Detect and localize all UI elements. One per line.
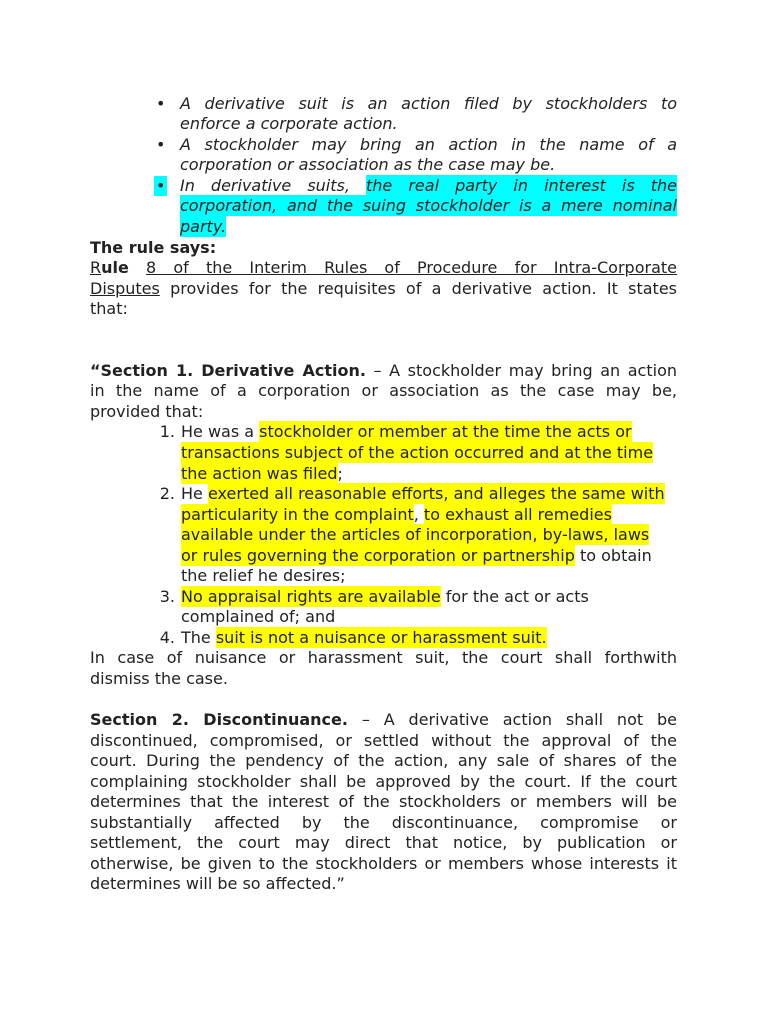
bold-text: ule [101, 258, 129, 278]
section-2-paragraph [90, 710, 677, 895]
text-line [90, 874, 677, 895]
text-line [180, 155, 677, 176]
yellow-highlighted-text: suit is not a nuisance or harassment suit. [215, 627, 547, 647]
text-run: – A derivative action shall not be [347, 710, 678, 730]
text-line [90, 813, 677, 834]
text-run: He was a [181, 422, 260, 442]
text-line [181, 546, 677, 567]
text-line [90, 710, 677, 731]
text-line [90, 648, 677, 669]
paragraph-spacer [90, 340, 677, 361]
text-line [90, 792, 677, 813]
list-number: 4. [159, 627, 175, 647]
yellow-highlighted-text: transactions subject of the action occurred and at the time [181, 442, 654, 462]
text-line [181, 566, 677, 587]
requisite-text [181, 587, 677, 628]
text-line [180, 176, 677, 197]
yellow-highlighted-text: exerted all reasonable efforts, and alleges the same with [207, 484, 665, 504]
yellow-highlighted-text: or rules governing the corporation or partnership [181, 545, 575, 565]
yellow-highlighted-text: the action was filed [181, 463, 338, 483]
text-line [90, 669, 677, 690]
list-number: 2. [159, 484, 175, 504]
text-line [90, 854, 677, 875]
list-number: 1. [159, 422, 175, 442]
text-run: provides for the requisites of a derivative action. It states [159, 278, 677, 298]
text-run: settlement, the court may direct that notice, by publication or [90, 833, 677, 853]
text-line [181, 464, 677, 485]
text-run: ; [337, 463, 343, 483]
requisite-text [181, 628, 677, 649]
text-line [181, 484, 677, 505]
bullet-marker: • [156, 175, 166, 195]
text-line [181, 525, 677, 546]
text-line [181, 628, 677, 649]
text-run: substantially affected by the discontinuance, compromise or [90, 812, 677, 832]
requisite-text [181, 484, 677, 587]
text-line [180, 114, 677, 135]
text-run: complained of; and [181, 607, 336, 627]
text-run: complaining stockholder shall be approved by the court. If the court [90, 771, 677, 791]
text-run: otherwise, be given to the stockholders or members whose interests it [90, 853, 677, 873]
underlined-text: 8 of the Interim Rules of Procedure for Intra-Corporate [146, 258, 677, 278]
text-line [181, 422, 677, 443]
section-1-intro [90, 361, 677, 423]
bullet-item [156, 134, 677, 176]
bullet-marker: • [156, 134, 166, 154]
text-run: enforce a corporate action. [180, 114, 398, 134]
summary-bullet-list [156, 93, 677, 238]
text-run: The [181, 627, 216, 647]
cyan-highlighted-text: corporation, and the suing stockholder is a mere nominal [180, 196, 677, 216]
text-run: that: [90, 299, 128, 319]
text-line [180, 217, 677, 238]
text-line [181, 607, 677, 628]
yellow-highlighted-text: to exhaust all remedies [423, 504, 612, 524]
text-run: discontinued, compromised, or settled without the approval of the [90, 730, 677, 750]
text-run: provided that: [90, 401, 204, 421]
paragraph-spacer [90, 320, 677, 341]
text-line [90, 299, 677, 320]
bold-text: Section 2. Discontinuance. [90, 710, 348, 730]
text-line [180, 196, 677, 217]
text-run: in the name of a corporation or association as the case may be, [90, 381, 677, 401]
text-line [180, 135, 677, 156]
list-number: 3. [159, 586, 175, 606]
text-run: determines that the interest of the stockholders or members will be [90, 792, 677, 812]
bold-text: “Section 1. Derivative Action. [90, 360, 366, 380]
requisite-text [181, 422, 677, 484]
text-line [90, 258, 677, 279]
text-run: court. During the pendency of the action, any sale of shares of the [90, 751, 677, 771]
text-run: – A stockholder may bring an action [365, 360, 677, 380]
rule-heading: The rule says: [90, 237, 217, 257]
underlined-text: R [90, 258, 102, 278]
text-run [129, 258, 146, 277]
requisite-item [159, 484, 677, 587]
text-line [90, 731, 677, 752]
text-line [90, 402, 677, 423]
rule-paragraph [90, 258, 677, 320]
text-line [90, 772, 677, 793]
bullet-text [180, 135, 677, 176]
text-run: the relief he desires; [181, 566, 346, 586]
cyan-highlighted-text: the real party in interest is the [366, 175, 677, 195]
text-run: dismiss the case. [90, 669, 228, 688]
text-run: A derivative suit is an action filed by stockholders to [180, 93, 677, 113]
underlined-text: Disputes [90, 278, 160, 298]
bullet-item [156, 175, 677, 238]
yellow-highlighted-text: available under the articles of incorporation, by-laws, laws [181, 525, 650, 545]
bullet-item [156, 93, 677, 135]
text-run: In case of nuisance or harassment suit, the court shall forthwith [90, 648, 677, 668]
text-run: He [181, 484, 208, 504]
requisite-item [159, 627, 677, 649]
yellow-highlighted-text: No appraisal rights are available [181, 586, 441, 606]
text-run: determines will be so affected.” [90, 874, 345, 894]
text-run: corporation or association as the case may be. [180, 155, 556, 175]
text-run: for the act or acts [440, 586, 589, 606]
text-run: A stockholder may bring an action in the name of a [180, 134, 677, 154]
text-line [90, 751, 677, 772]
text-line [90, 279, 677, 300]
paragraph-spacer [90, 690, 677, 711]
bullet-text [180, 176, 677, 238]
text-run: to obtain [574, 545, 652, 565]
yellow-highlighted-text: stockholder or member at the time the acts or [259, 422, 632, 442]
text-run: , [413, 504, 424, 524]
yellow-highlighted-text: particularity in the complaint [181, 504, 414, 524]
text-line [181, 443, 677, 464]
text-line [90, 833, 677, 854]
requisite-item [159, 422, 677, 484]
text-line [90, 381, 677, 402]
section-1-closing [90, 648, 677, 689]
bullet-marker: • [156, 93, 166, 113]
document-body [90, 94, 677, 895]
cyan-highlighted-text: party. [180, 216, 227, 236]
text-line [181, 587, 677, 608]
requisites-numbered-list [159, 422, 677, 648]
requisite-item [159, 586, 677, 628]
text-line [90, 361, 677, 382]
text-line [180, 94, 677, 115]
bullet-text [180, 94, 677, 135]
text-line [181, 505, 677, 526]
text-run: In derivative suits, [180, 175, 367, 195]
